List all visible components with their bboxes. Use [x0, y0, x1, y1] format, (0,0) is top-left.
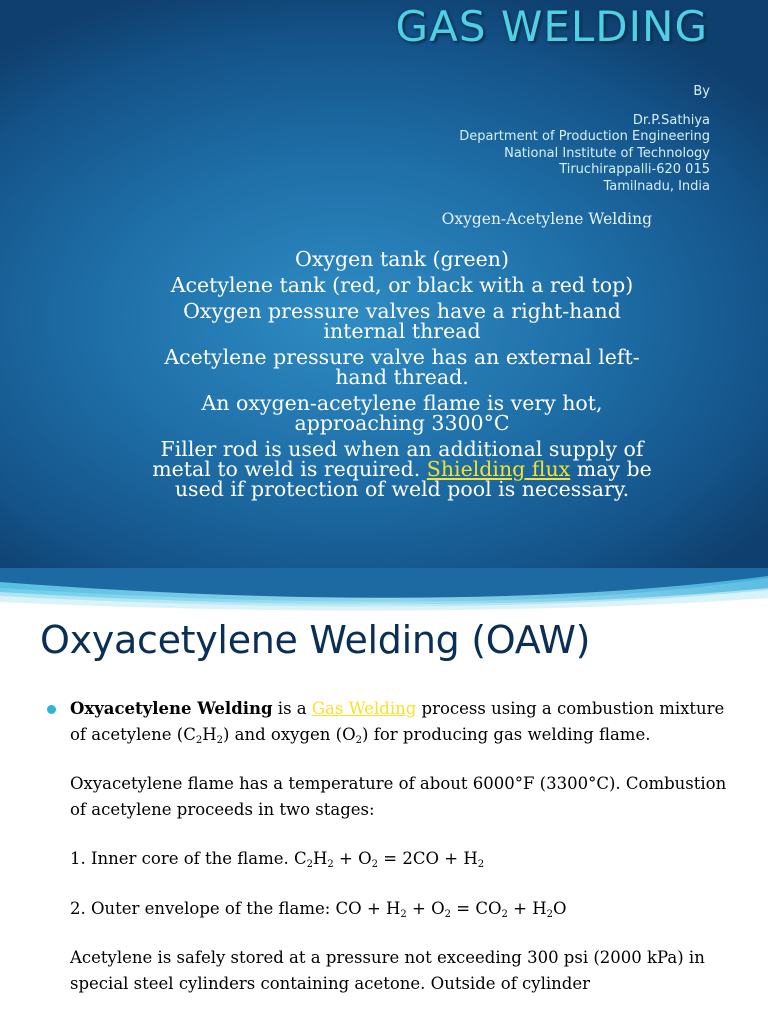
filler-text-pre: Filler rod is used when an additional supply of metal to weld is required.: [152, 437, 644, 481]
subscript: 2: [371, 859, 379, 870]
text-is: is a: [272, 699, 312, 718]
text-segment: O: [431, 898, 445, 918]
flame-temperature-paragraph: Oxyacetylene flame has a temperature of about 6000°F (3300°C). Combustion of acetylene proceeds in two stages:: [70, 774, 727, 819]
equation-outer-envelope: [70, 896, 742, 922]
text-segment: H: [532, 898, 547, 918]
author-city: Tiruchirappalli-620 015: [559, 162, 710, 177]
author-country: Tamilnadu, India: [603, 178, 710, 194]
text-segment: process using a combustion mixture of acetylene (C: [70, 699, 725, 744]
shielding-flux-link[interactable]: Shielding flux: [426, 457, 571, 481]
subscript: 2: [444, 908, 452, 920]
text-segment: ) and oxygen (O: [222, 724, 356, 744]
bullet-filler-rod: [144, 439, 660, 499]
subscript: 2: [306, 859, 314, 870]
bullet-oxygen-tank: Oxygen tank (green): [295, 247, 509, 271]
bullet-dot-icon: [47, 705, 56, 714]
text-segment: +: [361, 898, 387, 918]
text-segment: CO: [475, 898, 502, 918]
bullet-acetylene-tank: Acetylene tank (red, or black with a red top): [170, 273, 634, 297]
eq2-label: 2. Outer envelope of the flame:: [70, 898, 336, 918]
acetylene-storage-paragraph: Acetylene is safely stored at a pressure not exceeding 300 psi (2000 kPa) in special steel cylinders containing acetone. Outside of cylinder: [70, 948, 705, 993]
text-segment: = 2CO +: [378, 849, 464, 868]
slide-title: GAS WELDING: [395, 2, 708, 51]
subscript: 2: [400, 908, 407, 920]
author-line-by: By: [693, 84, 710, 99]
text-segment: +: [507, 898, 533, 918]
text-segment: O: [552, 898, 567, 918]
text-segment: =: [451, 898, 476, 918]
eq1-label: 1. Inner core of the flame.: [70, 849, 295, 868]
slide-bullet-list: [144, 249, 660, 505]
text-segment: +: [333, 849, 359, 868]
text-segment: O: [358, 849, 372, 868]
author-name: Dr.P.Sathiya: [632, 112, 710, 128]
filler-text-post: may be used if protection of weld pool is necessary.: [174, 457, 652, 501]
subscript: 2: [355, 734, 363, 746]
subscript: 2: [546, 908, 553, 920]
text-segment: C: [294, 849, 307, 868]
slide2-body: [70, 696, 742, 996]
slide-divider-swoosh: [0, 568, 768, 612]
text-segment: H: [313, 849, 328, 868]
equation-inner-core: [70, 846, 742, 872]
slide2-title: Oxyacetylene Welding (OAW): [40, 618, 591, 662]
subscript: 2: [195, 734, 203, 746]
text-segment: ) for producing gas welding flame.: [362, 724, 651, 744]
subscript: 2: [327, 859, 334, 870]
author-block: [459, 84, 710, 195]
slide-subtitle: Oxygen-Acetylene Welding: [441, 210, 652, 228]
bullet-flame-temperature: An oxygen-acetylene flame is very hot, approaching 3300°C: [201, 391, 603, 435]
subscript: 2: [501, 908, 508, 920]
author-department: Department of Production Engineering: [459, 129, 710, 144]
bullet-oxygen-valves: Oxygen pressure valves have a right-hand internal thread: [183, 299, 621, 343]
oaw-definition: [70, 696, 742, 747]
subscript: 2: [216, 734, 223, 746]
text-segment: H: [463, 849, 478, 868]
text-segment: H: [202, 724, 217, 744]
subscript: 2: [477, 859, 485, 870]
text-segment: +: [406, 898, 432, 918]
author-institute: National Institute of Technology: [504, 145, 710, 161]
text-segment: CO: [335, 898, 362, 918]
text-segment: H: [386, 898, 401, 918]
gas-welding-link[interactable]: Gas Welding: [311, 699, 417, 718]
bullet-acetylene-valve: Acetylene pressure valve has an external left-hand thread.: [164, 345, 640, 389]
oaw-term: Oxyacetylene Welding: [70, 699, 273, 718]
